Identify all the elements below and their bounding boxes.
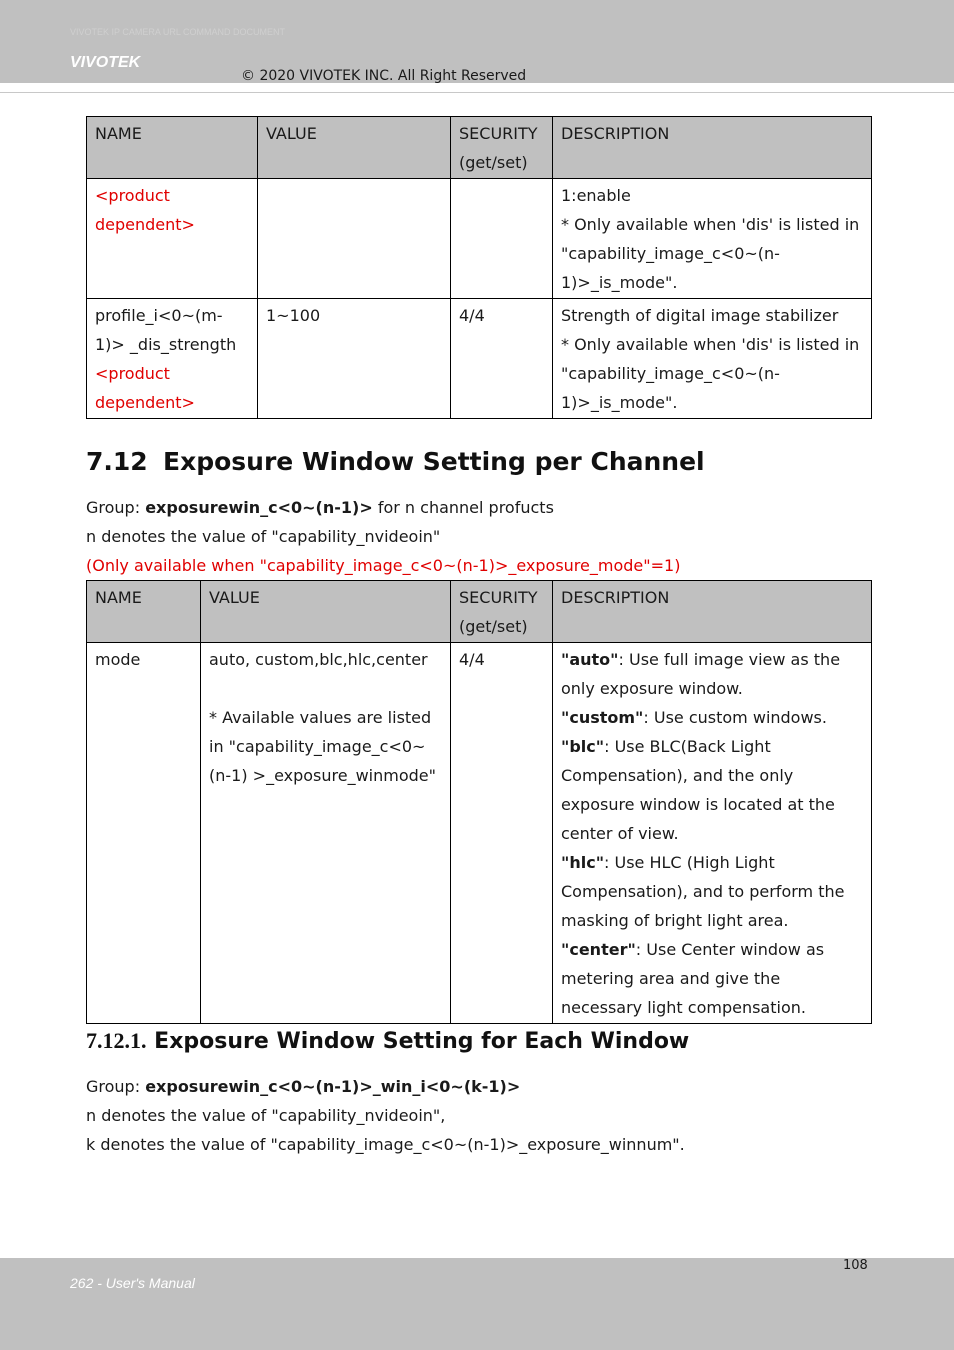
table-header-row bbox=[87, 581, 872, 643]
table-row bbox=[87, 299, 872, 419]
subsection-number: 7.12.1. bbox=[86, 1028, 147, 1053]
header-ghost-text: VIVOTEK IP CAMERA URL COMMAND DOCUMENT bbox=[70, 27, 286, 37]
table-row bbox=[87, 179, 872, 299]
manual-label: 262 - User's Manual bbox=[70, 1275, 195, 1291]
table-row bbox=[87, 643, 872, 1024]
header-name: NAME bbox=[87, 581, 201, 643]
parameter-table-dis bbox=[86, 116, 872, 419]
cell-security: 4/4 bbox=[451, 643, 553, 1024]
cell-description bbox=[553, 643, 872, 1024]
header-description: DESCRIPTION bbox=[553, 117, 872, 179]
header-security: SECURITY (get/set) bbox=[451, 581, 553, 643]
group-name: exposurewin_c<0~(n-1)> bbox=[145, 498, 373, 517]
cell-value bbox=[258, 179, 451, 299]
cell-value: auto, custom,blc,hlc,center * Available values are listed in "capability_image_c<0~(n-1) >_exposure_winmode" bbox=[201, 643, 451, 1024]
page-number: 108 bbox=[843, 1258, 868, 1273]
k-note: k denotes the value of "capability_image_c<0~(n-1)>_exposure_winnum". bbox=[86, 1135, 685, 1154]
header-value: VALUE bbox=[258, 117, 451, 179]
cell-description: Strength of digital image stabilizer * Only available when 'dis' is listed in "capability_image_c<0~(n-1)>_is_mode". bbox=[553, 299, 872, 419]
group-line: Group: exposurewin_c<0~(n-1)>_win_i<0~(k-1)> bbox=[86, 1077, 521, 1096]
brand-logo: VIVOTEK bbox=[70, 54, 141, 71]
cell-name bbox=[87, 179, 258, 299]
subsection-heading bbox=[86, 1028, 689, 1054]
section-title: Exposure Window Setting per Channel bbox=[163, 447, 705, 476]
desc-item: "blc": Use BLC(Back Light Compensation), and the only exposure window is located at the center of view. bbox=[561, 737, 835, 843]
value-note: * Available values are listed in "capability_image_c<0~(n-1) >_exposure_winmode" bbox=[209, 708, 436, 785]
parameter-table-exposure bbox=[86, 580, 872, 1024]
n-note: n denotes the value of "capability_nvideoin" bbox=[86, 527, 441, 546]
product-dependent-note: <product dependent> bbox=[95, 364, 195, 412]
header-name: NAME bbox=[87, 117, 258, 179]
desc-item: "custom": Use custom windows. bbox=[561, 708, 827, 727]
cell-description: 1:enable * Only available when 'dis' is listed in "capability_image_c<0~(n-1)>_is_mode". bbox=[553, 179, 872, 299]
cell-name: mode bbox=[87, 643, 201, 1024]
table-header-row bbox=[87, 117, 872, 179]
cell-value: 1~100 bbox=[258, 299, 451, 419]
cell-security bbox=[451, 179, 553, 299]
section-number: 7.12 bbox=[86, 447, 148, 476]
copyright-text: © 2020 VIVOTEK INC. All Right Reserved bbox=[241, 68, 527, 84]
page-footer bbox=[0, 1258, 954, 1350]
header-security: SECURITY (get/set) bbox=[451, 117, 553, 179]
section-heading bbox=[86, 447, 705, 476]
n-note: n denotes the value of "capability_nvideoin", bbox=[86, 1106, 446, 1125]
desc-item: "center": Use Center window as metering area and give the necessary light compensation. bbox=[561, 940, 825, 1017]
group-name: exposurewin_c<0~(n-1)>_win_i<0~(k-1)> bbox=[145, 1077, 521, 1096]
header-description: DESCRIPTION bbox=[553, 581, 872, 643]
desc-item: "hlc": Use HLC (High Light Compensation), and to perform the masking of bright light area. bbox=[561, 853, 845, 930]
group-line: Group: exposurewin_c<0~(n-1)> for n channel profucts bbox=[86, 498, 554, 517]
product-dependent-note: <product dependent> bbox=[95, 186, 195, 234]
header-value: VALUE bbox=[201, 581, 451, 643]
availability-condition: (Only available when "capability_image_c<0~(n-1)>_exposure_mode"=1) bbox=[86, 556, 681, 575]
cell-security: 4/4 bbox=[451, 299, 553, 419]
subsection-title: Exposure Window Setting for Each Window bbox=[154, 1029, 690, 1054]
cell-name: profile_i<0~(m-1)> _dis_strength <product dependent> bbox=[87, 299, 258, 419]
desc-item: "auto": Use full image view as the only exposure window. bbox=[561, 650, 841, 698]
header-divider bbox=[0, 92, 954, 93]
